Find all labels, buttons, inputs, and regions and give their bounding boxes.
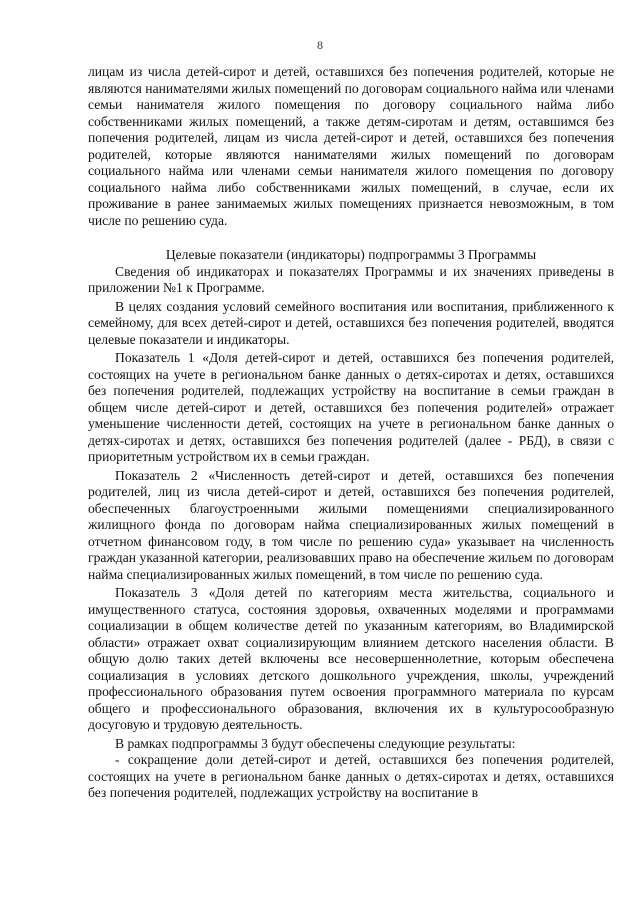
paragraph-appendix-reference: Сведения об индикаторах и показателях Программы и их значениях приведены в приложении №1 к Программе.	[88, 263, 614, 295]
paragraph-continuation: лицам из числа детей-сирот и детей, оставшихся без попечения родителей, которые не являются нанимателями жилых помещений по договорам социального найма или членами семьи нанимателя жилого помещения по договору социального найма либо собственниками жилых помещений, а также детям-сиротам и детям, оставшимся без попечения родителей, лицам из числа детей-сирот и детей, оставшихся без попечения родителей, которые являются нанимателями жилых помещений по договорам социального найма или членами семьи нанимателя жилого помещения по договору социального найма либо собственниками жилых помещений, в случае, если их проживание в ранее занимаемых жилых помещениях признается невозможным, в том числе по решению суда.	[88, 64, 614, 228]
section-heading: Целевые показатели (индикаторы) подпрограммы 3 Программы	[165, 247, 537, 262]
paragraph-indicator-2: Показатель 2 «Численность детей-сирот и детей, оставшихся без попечения родителей, лиц из числа детей-сирот и детей, оставшихся без попечения родителей, обеспеченных благоустроенными жилыми помещениями специализированного жилищного фонда по договорам найма специализированных жилых помещений в отчетном финансовом году, в том числе по решению суда» указывает на численность граждан указанной категории, реализовавших право на обеспечение жильем по договорам найма специализированных жилых помещений, в том числе по решению суда.	[88, 467, 614, 582]
paragraph-purpose: В целях создания условий семейного воспитания или воспитания, приближенного к семейному, для всех детей-сирот и детей, оставшихся без попечения родителей, вводятся целевые показатели и индикаторы.	[88, 298, 614, 347]
page-number: 8	[317, 38, 323, 52]
document-body	[88, 64, 614, 802]
paragraph-indicator-1: Показатель 1 «Доля детей-сирот и детей, оставшихся без попечения родителей, состоящих на учете в региональном банке данных о детях-сиротах и детях, оставшихся без попечения родителей, подлежащих устройству на воспитание в семьи граждан в общем числе детей-сирот и детей, оставшихся без попечения родителей» отражает уменьшение численности детей, состоящих на учете в региональном банке данных о детях-сиротах и детях, оставшихся без попечения родителей (далее - РБД), в связи с приоритетным устройством их в семьи граждан.	[88, 350, 614, 464]
paragraph-results-intro: В рамках подпрограммы 3 будут обеспечены следующие результаты:	[115, 735, 516, 751]
paragraph-result-1: - сокращение доли детей-сирот и детей, оставшихся без попечения родителей, состоящих на учете в региональном банке данных о детях-сиротах и детях, оставшихся без попечения родителей, подлежащих устройству на воспитание в	[88, 752, 614, 800]
paragraph-indicator-3: Показатель 3 «Доля детей по категориям места жительства, социального и имущественного статуса, состояния здоровья, охваченных моделями и программами социализации в общем количестве детей по указанным категориям, во Владимирской области» отражает охват социализирующим влиянием детского населения области. В общую долю таких детей включены все несовершеннолетние, которым обеспечена социализация в условиях детского дошкольного учреждения, школы, учреждений профессионального образования путем освоения программного материала по курсам общего и профессионального образования, включения их в культуросообразную досуговую и трудовую деятельность.	[88, 585, 614, 732]
